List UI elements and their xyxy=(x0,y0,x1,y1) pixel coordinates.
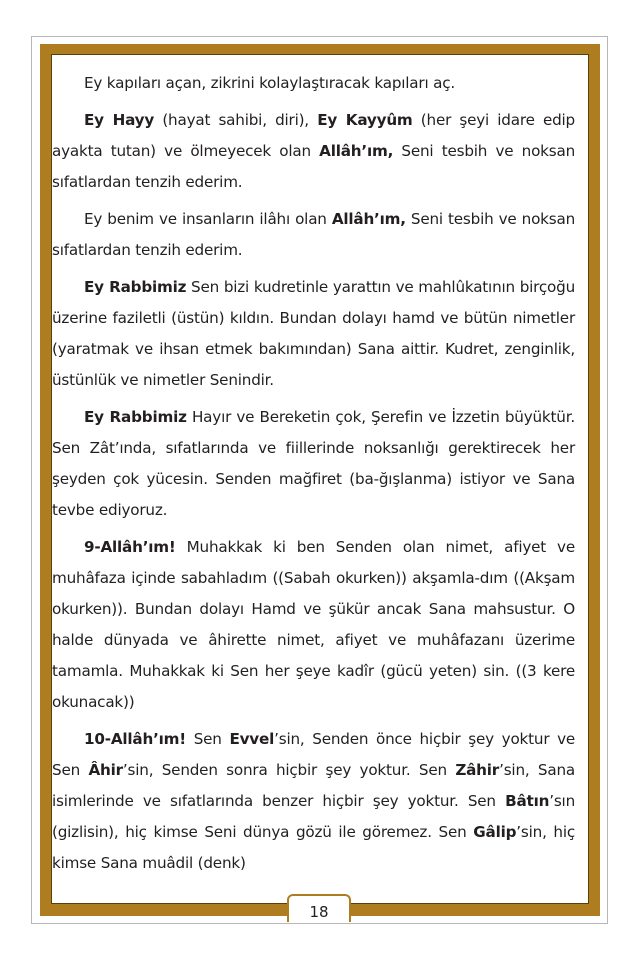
text-run: Sen bizi kudretinle yarattın ve mahlûkatının birçoğu üzerine faziletli (üstün) kıldın. Bundan dolayı hamd ve bütün nimetler (yaratmak ve ihsan etmek bakımından) Sana aittir. Kudret, zenginlik, üstünlük ve nimetler Senindir. xyxy=(52,278,575,389)
bold-run: Ey Kayyûm xyxy=(317,111,413,129)
text-run: Seni tesbih ve noksan sıfatlardan tenzih ederim. xyxy=(52,210,575,259)
text-run: (hayat sahibi, diri), xyxy=(154,111,318,129)
bold-run: Zâhir xyxy=(455,761,500,779)
prayer-text xyxy=(52,68,575,885)
bold-run: 9-Allâh’ım! xyxy=(84,538,176,556)
paragraph-5 xyxy=(52,402,575,526)
bold-run: Bâtın xyxy=(505,792,550,810)
text-run: Ey benim ve insanların ilâhı olan xyxy=(84,210,332,228)
text-run: ’sin, Senden sonra hiçbir şey yoktur. Sen xyxy=(122,761,456,779)
text-run: Hayır ve Bereketin çok, Şerefin ve İzzetin büyüktür. Sen Zât’ında, sıfatlarında ve fiillerinde noksanlığı gerektirecek her şeyden çok yücesin. Senden mağfiret (ba-ğışlanma) istiyor ve Sana tevbe ediyoruz. xyxy=(52,408,575,519)
bold-run: Allâh’ım, xyxy=(331,210,406,228)
paragraph-1 xyxy=(52,68,575,99)
bold-run: Ey Rabbimiz xyxy=(84,408,187,426)
text-run: ’sın (gizlisin), hiç kimse Seni dünya gözü ile göremez. Sen xyxy=(52,792,575,841)
paragraph-7 xyxy=(52,724,575,879)
text-run: Ey kapıları açan, zikrini kolaylaştıracak kapıları aç. xyxy=(84,74,455,92)
bold-run: 10-Allâh’ım! xyxy=(84,730,186,748)
bold-run: Ey Hayy xyxy=(84,111,155,129)
bold-run: Allâh’ım, xyxy=(319,142,394,160)
text-run: (her şeyi idare edip ayakta tutan) ve ölmeyecek olan xyxy=(52,111,575,160)
paragraph-4 xyxy=(52,272,575,396)
bold-run: Gâlip xyxy=(473,823,517,841)
paragraph-3 xyxy=(52,204,575,266)
bold-run: Ey Rabbimiz xyxy=(84,278,187,296)
text-run: ’sin, Senden önce hiçbir şey yoktur ve Sen xyxy=(52,730,576,779)
text-run: Sen xyxy=(186,730,230,748)
text-run: ’sin, Sana isimlerinde ve sıfatlarında benzer hiçbir şey yoktur. Sen xyxy=(52,761,576,810)
text-run: Muhakkak ki ben Senden olan nimet, afiyet ve muhâfaza içinde sabahladım ((Sabah okurken)) akşamla-dım ((Akşam okurken)). Bundan dolayı Hamd ve şükür ancak Sana mahsustur. O halde dünyada ve âhirette nimet, afiyet ve muhâfazanı üzerime tamamla. Muhakkak ki Sen her şeye kadîr (gücü yeten) sin. ((3 kere okunacak)) xyxy=(52,538,575,711)
paragraph-6 xyxy=(52,532,575,718)
bold-run: Âhir xyxy=(88,761,123,779)
bold-run: Evvel xyxy=(229,730,275,748)
paragraph-2 xyxy=(52,105,575,198)
page-number-tab xyxy=(287,894,351,922)
text-run: ’sin, hiç kimse Sana muâdil (denk) xyxy=(52,823,576,872)
text-run: Seni tesbih ve noksan sıfatlardan tenzih ederim. xyxy=(52,142,575,191)
page-number: 18 xyxy=(309,903,329,921)
